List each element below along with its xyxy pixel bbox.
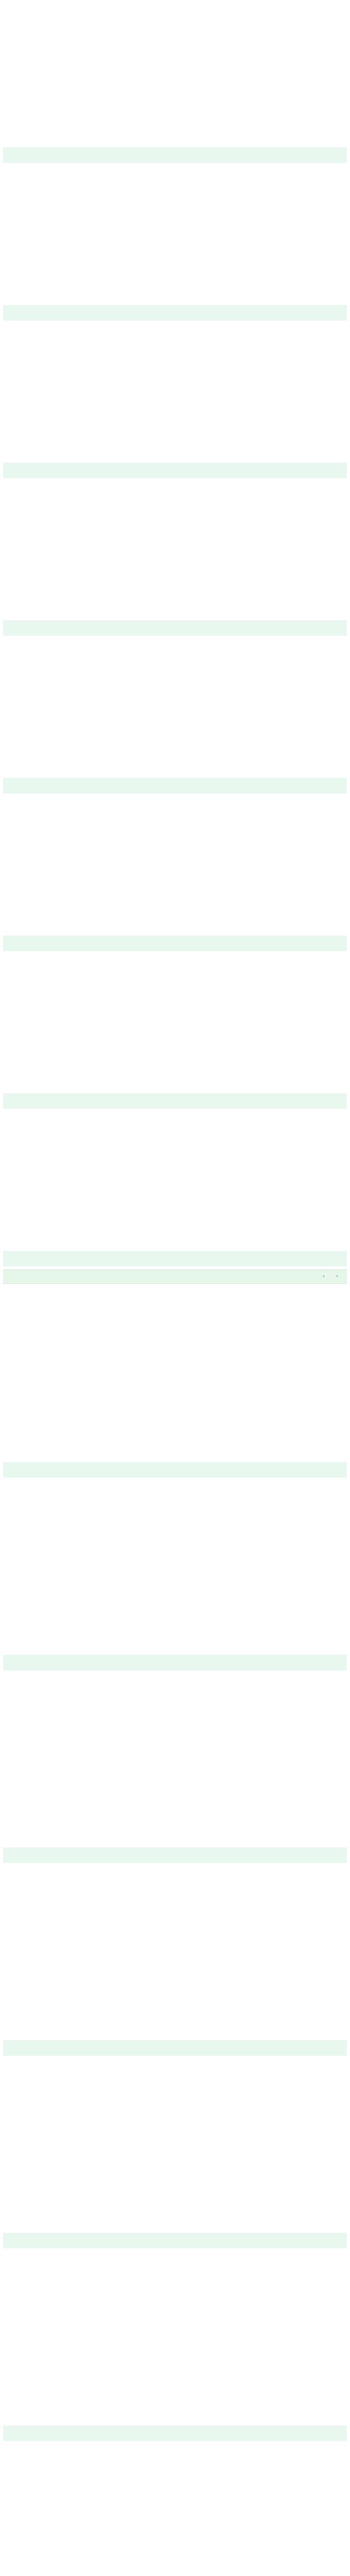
text-paragraph	[3, 2443, 347, 2459]
text-paragraph	[3, 1585, 347, 1600]
text-paragraph	[3, 480, 347, 496]
text-paragraph	[3, 550, 347, 566]
text-paragraph	[3, 2058, 347, 2073]
text-paragraph	[3, 305, 347, 320]
text-paragraph	[3, 533, 347, 548]
text-paragraph	[3, 760, 347, 776]
text-paragraph	[3, 2513, 347, 2529]
text-paragraph	[3, 831, 347, 846]
text-paragraph	[3, 112, 347, 128]
text-paragraph	[3, 1918, 347, 1933]
text-paragraph	[3, 358, 347, 373]
text-paragraph	[3, 1830, 347, 1845]
text-paragraph	[3, 2566, 347, 2576]
text-paragraph	[3, 620, 347, 636]
text-paragraph	[3, 725, 347, 741]
text-paragraph	[3, 217, 347, 233]
text-paragraph	[3, 95, 347, 110]
text-paragraph	[3, 2110, 347, 2126]
text-paragraph	[3, 585, 347, 601]
text-paragraph	[3, 270, 347, 285]
text-paragraph	[3, 1128, 347, 1144]
text-paragraph	[3, 2303, 347, 2318]
text-paragraph	[3, 375, 347, 391]
text-paragraph	[3, 1445, 347, 1460]
exercise-bar	[3, 1269, 347, 1284]
text-paragraph	[3, 848, 347, 863]
text-paragraph	[3, 1935, 347, 1951]
next-exercise-button[interactable]	[334, 1273, 341, 1280]
text-paragraph	[3, 2285, 347, 2301]
text-paragraph	[3, 743, 347, 758]
text-paragraph	[3, 866, 347, 881]
text-paragraph	[3, 1304, 347, 1320]
text-paragraph	[3, 778, 347, 793]
text-paragraph	[3, 1988, 347, 2003]
text-paragraph	[3, 2373, 347, 2388]
text-paragraph	[3, 323, 347, 338]
text-paragraph	[3, 1041, 347, 1056]
exercise-nav	[320, 1273, 344, 1280]
text-paragraph	[3, 2391, 347, 2406]
text-paragraph	[3, 515, 347, 531]
text-paragraph	[3, 2233, 347, 2248]
text-paragraph	[3, 2040, 347, 2056]
text-paragraph	[3, 1023, 347, 1039]
section-1	[3, 7, 347, 1266]
text-paragraph	[3, 42, 347, 58]
text-paragraph	[3, 1410, 347, 1425]
text-paragraph	[3, 2145, 347, 2161]
text-paragraph	[3, 901, 347, 916]
text-paragraph	[3, 1970, 347, 1986]
text-paragraph	[3, 2408, 347, 2424]
text-paragraph	[3, 1550, 347, 1565]
text-paragraph	[3, 2338, 347, 2353]
text-paragraph	[3, 2496, 347, 2511]
text-paragraph	[3, 1620, 347, 1635]
text-paragraph	[3, 918, 347, 934]
text-paragraph	[3, 953, 347, 969]
text-paragraph	[3, 603, 347, 618]
text-paragraph	[3, 1672, 347, 1688]
text-paragraph	[3, 971, 347, 986]
text-paragraph	[3, 2268, 347, 2283]
text-paragraph	[3, 1181, 347, 1196]
text-paragraph	[3, 936, 347, 951]
text-paragraph	[3, 25, 347, 40]
text-paragraph	[3, 1795, 347, 1810]
text-paragraph	[3, 1427, 347, 1443]
text-paragraph	[3, 568, 347, 583]
text-paragraph	[3, 252, 347, 268]
text-paragraph	[3, 2005, 347, 2021]
text-paragraph	[3, 77, 347, 93]
text-paragraph	[3, 393, 347, 408]
text-paragraph	[3, 1233, 347, 1249]
text-paragraph	[3, 1322, 347, 1337]
text-paragraph	[3, 287, 347, 303]
text-paragraph	[3, 795, 347, 811]
text-paragraph	[3, 1812, 347, 1828]
text-paragraph	[3, 1392, 347, 1408]
text-paragraph	[3, 1900, 347, 1916]
text-paragraph	[3, 182, 347, 198]
text-paragraph	[3, 2320, 347, 2336]
text-paragraph	[3, 2023, 347, 2038]
text-paragraph	[3, 2093, 347, 2108]
text-paragraph	[3, 2215, 347, 2231]
text-paragraph	[3, 1655, 347, 1670]
text-paragraph	[3, 2531, 347, 2546]
prev-exercise-button[interactable]	[320, 1273, 327, 1280]
text-paragraph	[3, 1497, 347, 1513]
text-paragraph	[3, 1357, 347, 1372]
text-paragraph	[3, 1375, 347, 1390]
text-paragraph	[3, 1340, 347, 1355]
text-paragraph	[3, 1076, 347, 1091]
text-paragraph	[3, 498, 347, 513]
text-paragraph	[3, 410, 347, 426]
text-paragraph	[3, 2478, 347, 2494]
text-paragraph	[3, 2250, 347, 2266]
text-paragraph	[3, 1848, 347, 1863]
text-paragraph	[3, 1146, 347, 1161]
text-paragraph	[3, 708, 347, 723]
text-paragraph	[3, 2426, 347, 2441]
text-paragraph	[3, 147, 347, 163]
text-paragraph	[3, 2163, 347, 2178]
text-paragraph	[3, 690, 347, 706]
text-paragraph	[3, 2128, 347, 2143]
text-paragraph	[3, 988, 347, 1004]
text-paragraph	[3, 2461, 347, 2476]
text-paragraph	[3, 7, 347, 23]
text-paragraph	[3, 883, 347, 899]
text-paragraph	[3, 638, 347, 653]
text-paragraph	[3, 165, 347, 180]
text-paragraph	[3, 1865, 347, 1880]
text-paragraph	[3, 1637, 347, 1653]
text-paragraph	[3, 1216, 347, 1231]
text-paragraph	[3, 1462, 347, 1478]
section-2	[3, 1287, 347, 2576]
text-paragraph	[3, 2198, 347, 2213]
text-paragraph	[3, 1532, 347, 1548]
text-paragraph	[3, 340, 347, 355]
text-paragraph	[3, 130, 347, 145]
text-paragraph	[3, 1287, 347, 1302]
text-paragraph	[3, 463, 347, 478]
text-paragraph	[3, 2355, 347, 2371]
text-paragraph	[3, 1058, 347, 1074]
text-paragraph	[3, 1953, 347, 1968]
text-paragraph	[3, 2075, 347, 2091]
text-paragraph	[3, 1163, 347, 1179]
text-paragraph	[3, 1567, 347, 1583]
text-paragraph	[3, 1742, 347, 1758]
text-paragraph	[3, 673, 347, 688]
text-paragraph	[3, 655, 347, 671]
text-paragraph	[3, 1251, 347, 1266]
chevron-right-icon: ›	[336, 1274, 338, 1279]
text-paragraph	[3, 428, 347, 443]
text-paragraph	[3, 1198, 347, 1214]
text-paragraph	[3, 235, 347, 250]
text-paragraph	[3, 1111, 347, 1126]
page-content	[0, 7, 350, 2576]
text-paragraph	[3, 1725, 347, 1740]
text-paragraph	[3, 1006, 347, 1021]
text-paragraph	[3, 1883, 347, 1898]
text-paragraph	[3, 200, 347, 215]
chevron-left-icon: ‹	[323, 1274, 325, 1279]
text-paragraph	[3, 60, 347, 75]
text-paragraph	[3, 813, 347, 828]
text-paragraph	[3, 1515, 347, 1530]
text-paragraph	[3, 1480, 347, 1495]
text-paragraph	[3, 2180, 347, 2196]
text-paragraph	[3, 1093, 347, 1109]
text-paragraph	[3, 1760, 347, 1775]
text-paragraph	[3, 1602, 347, 1618]
site-header[interactable]	[0, 0, 350, 7]
text-paragraph	[3, 1707, 347, 1723]
text-paragraph	[3, 1690, 347, 1705]
text-paragraph	[3, 1777, 347, 1793]
text-paragraph	[3, 445, 347, 461]
text-paragraph	[3, 2548, 347, 2564]
